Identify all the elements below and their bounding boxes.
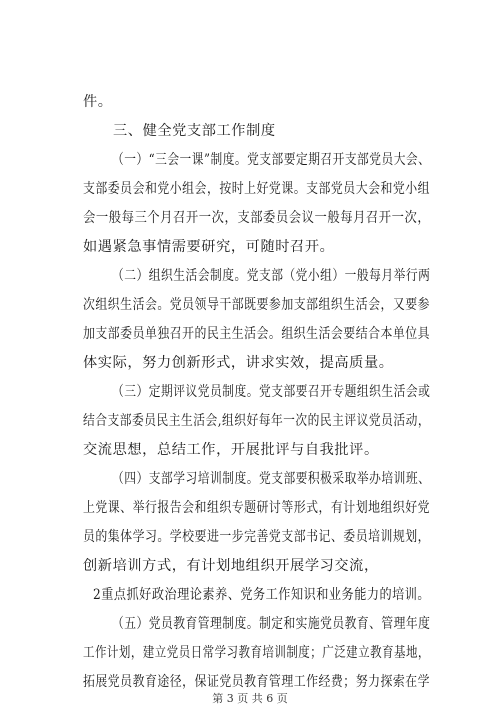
text-line: 创新培训方式，有计划地组织开展学习交流， xyxy=(83,558,379,574)
text-line: 件。 xyxy=(83,94,113,110)
section-heading: 三、健全党支部工作制度 xyxy=(113,123,276,139)
text-line: 结合支部委员民主生活会,组织好每年一次的民主评议党员活动， xyxy=(83,413,431,429)
text-line: 如遇紧急事情需要研究，可随时召开。 xyxy=(83,239,335,255)
text-line: 员的集体学习。学校要进一步完善党支部书记、委员培训规划， xyxy=(83,529,431,545)
text-line: 工作计划，建立党员日常学习教育培训制度；广泛建立教育基地， xyxy=(83,645,430,661)
text-line: 会一般每三个月召开一次，支部委员会议一般每月召开一次， xyxy=(83,210,431,226)
text-line: 上党课、举行报告会和组织专题研讨等形式，有计划地组织好党 xyxy=(83,500,431,516)
text-line: （四）支部学习培训制度。党支部要积极采取举办培训班、 xyxy=(112,471,431,487)
text-line: 交流思想，总结工作，开展批评与自我批评。 xyxy=(83,442,379,458)
text-line: 2重点抓好政治理论素养、党务工作知识和业务能力的培训。 xyxy=(93,587,431,603)
text-line: （一）“三会一课”制度。党支部要定期召开支部党员大会、 xyxy=(112,152,431,168)
text-line: （三）定期评议党员制度。党支部要召开专题组织生活会或 xyxy=(112,384,431,400)
text-line: 次组织生活会。党员领导干部既要参加支部组织生活会，又要参 xyxy=(83,297,431,313)
text-line: 加支部委员单独召开的民主生活会。组织生活会要结合本单位具 xyxy=(83,326,431,342)
text-line: 体实际，努力创新形式，讲求实效，提高质量。 xyxy=(83,355,394,371)
page-number-footer: 第 3 页 共 6 页 xyxy=(212,692,288,705)
text-line: 支部委员会和党小组会，按时上好党课。支部党员大会和党小组 xyxy=(83,181,431,197)
text-line: （二）组织生活会制度。党支部（党小组）一般每月举行两 xyxy=(112,268,431,284)
text-line: 拓展党员教育途径，保证党员教育管理工作经费；努力探索在学 xyxy=(83,674,431,690)
text-line: （五）党员教育管理制度。制定和实施党员教育、管理年度 xyxy=(112,616,431,632)
